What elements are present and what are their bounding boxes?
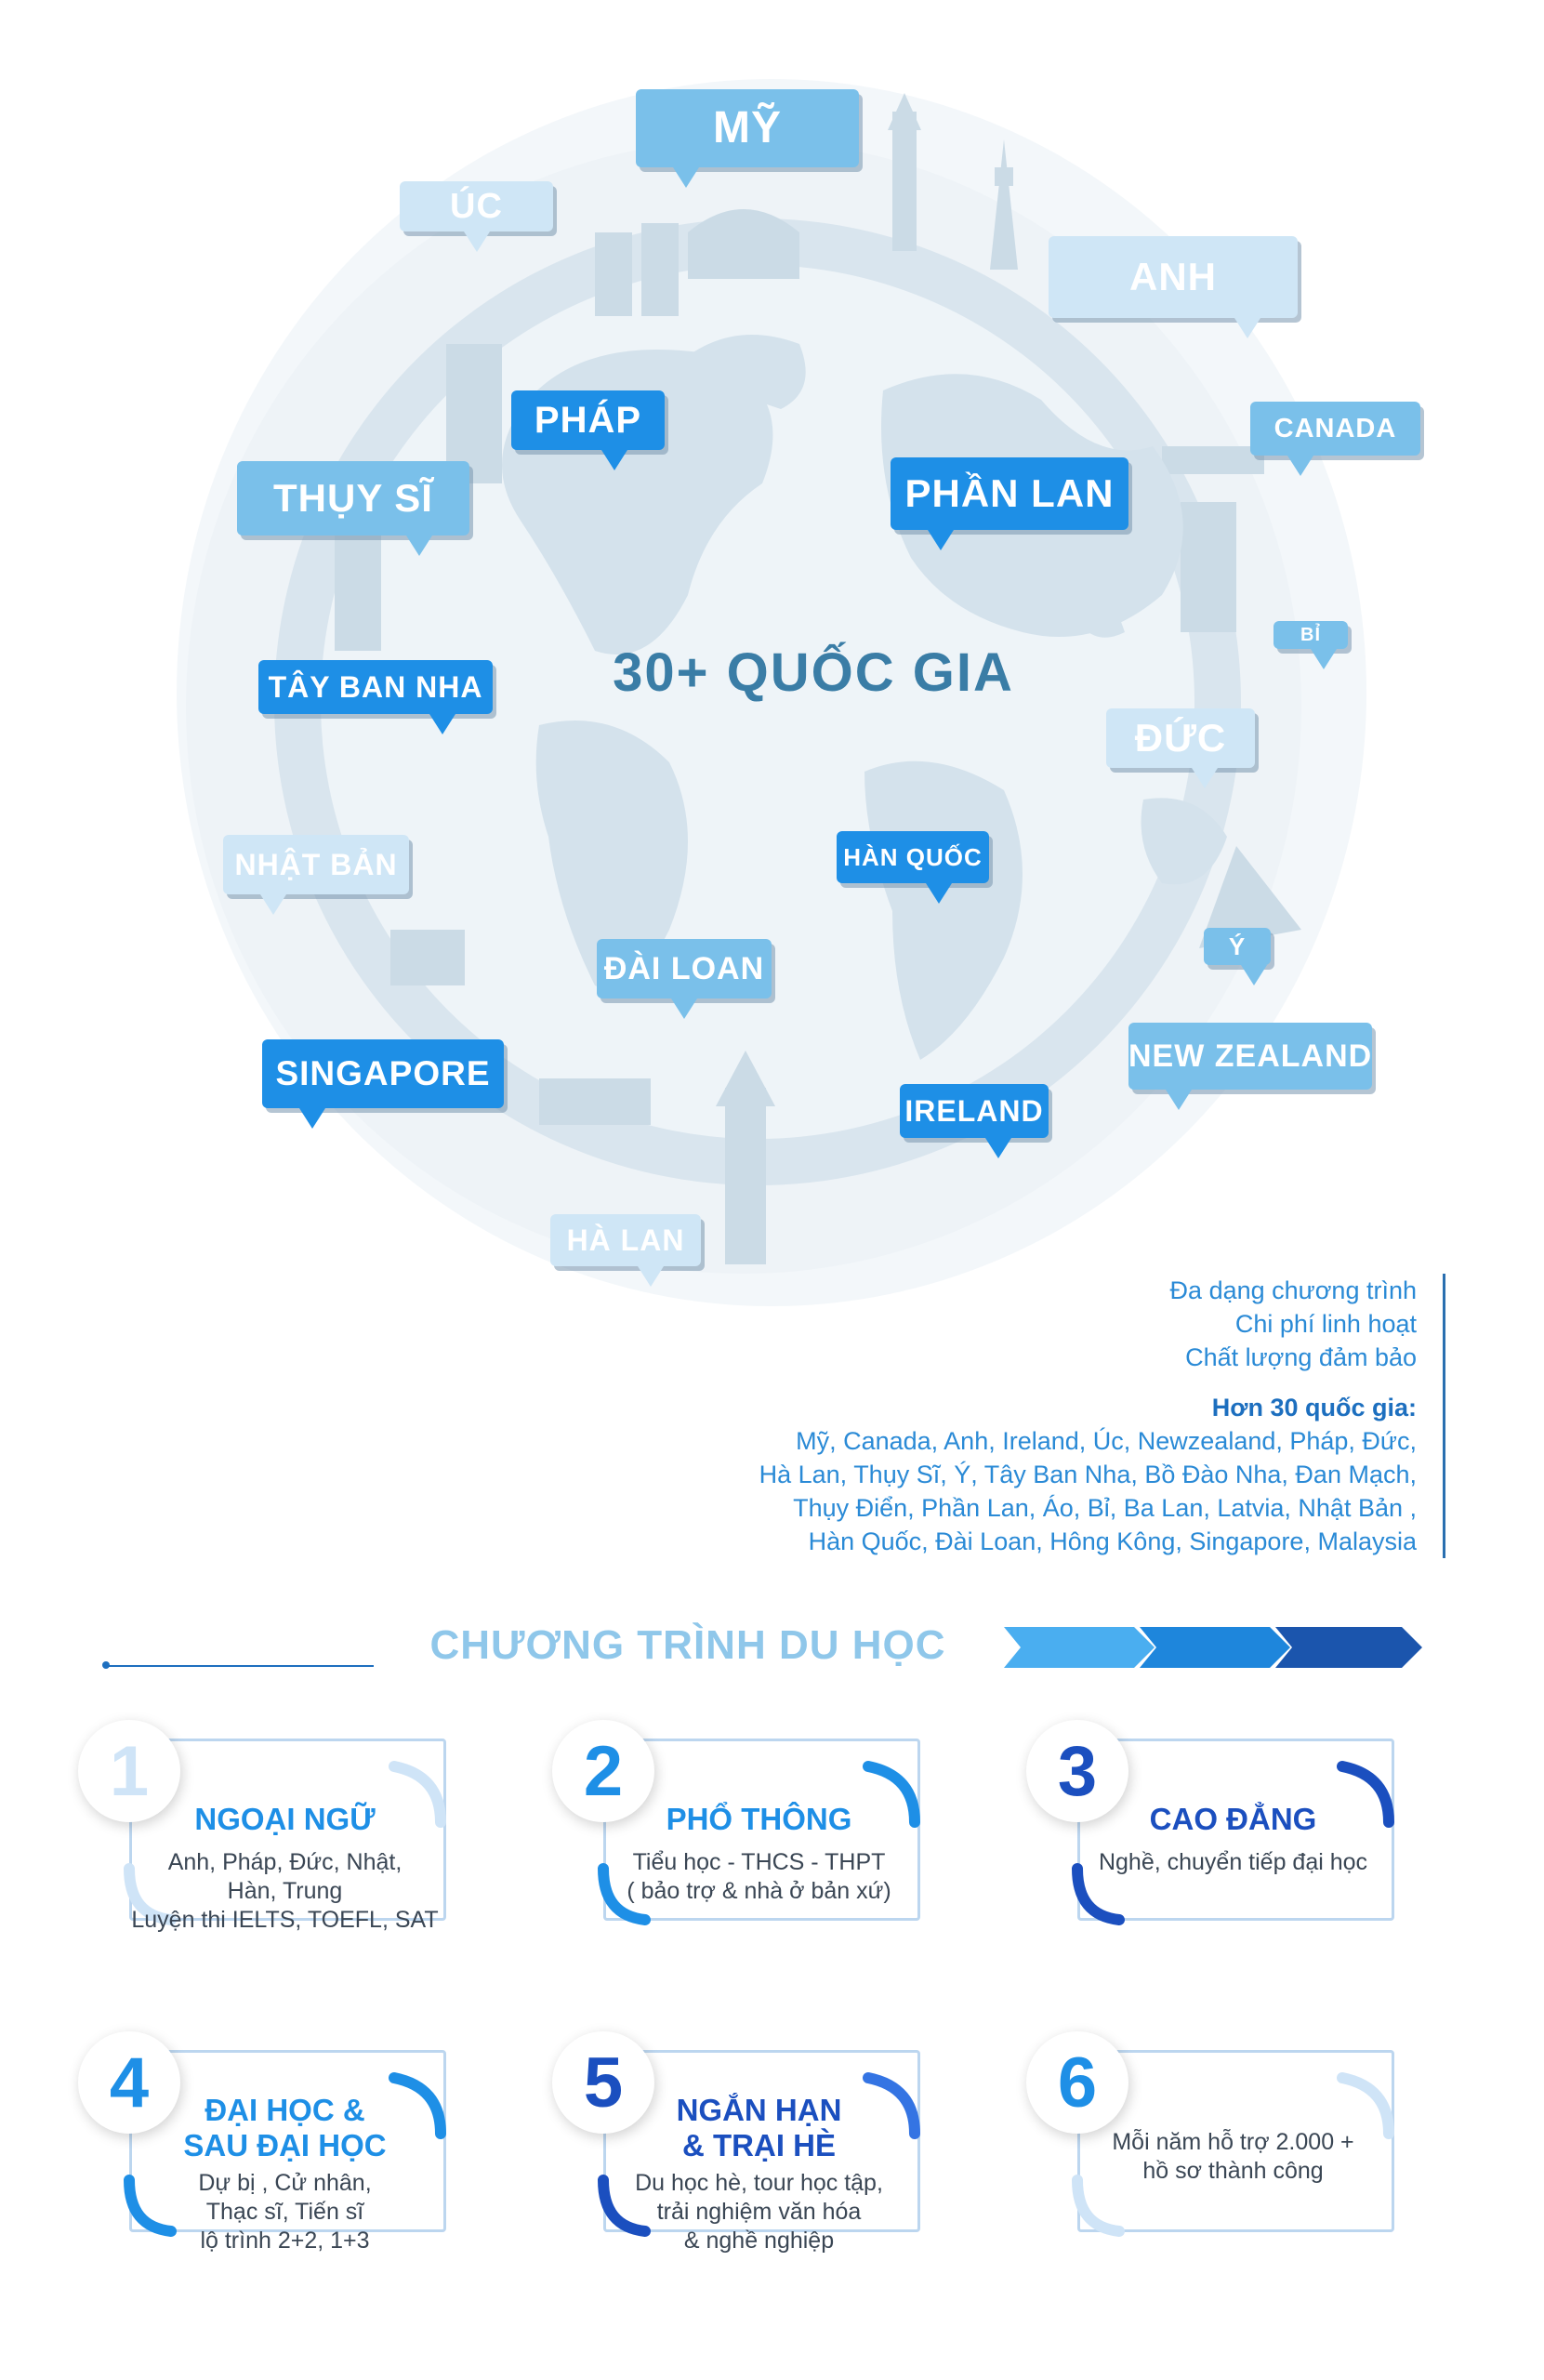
bubble-my: MỸ <box>636 89 859 167</box>
title-line <box>104 1665 374 1667</box>
card-title: CAO ĐẲNG <box>1149 1802 1317 1836</box>
card-text: Du học hè, tour học tập, trải nghiệm văn hóa & nghề nghiệp <box>635 2170 883 2254</box>
card-number: 1 <box>78 1720 180 1822</box>
card-number: 5 <box>552 2031 654 2134</box>
card-number: 2 <box>552 1720 654 1822</box>
bubble-ireland: IRELAND <box>900 1084 1049 1138</box>
bubble-canada: CANADA <box>1250 402 1420 456</box>
bubble-anh: ANH <box>1049 236 1298 318</box>
program-card-5 <box>552 2031 915 2254</box>
countries-line: Hàn Quốc, Đài Loan, Hông Kông, Singapore, Malaysia <box>808 1527 1417 1555</box>
countries-line: Mỹ, Canada, Anh, Ireland, Úc, Newzealand, Pháp, Đức, <box>796 1427 1417 1455</box>
card-number: 3 <box>1026 1720 1128 1822</box>
bubble-han-quoc: HÀN QUỐC <box>837 831 989 883</box>
highlight-line: Chi phí linh hoạt <box>1234 1310 1417 1338</box>
program-card-6 <box>1026 2031 1389 2227</box>
bubble-y: Ý <box>1204 928 1271 965</box>
card-text: Mỗi năm hỗ trợ 2.000 + hồ sơ thành công <box>1112 2129 1354 2184</box>
program-card-2 <box>552 1720 915 1915</box>
headline-countries: 30+ QUỐC GIA <box>613 642 1014 703</box>
card-title: PHỔ THÔNG <box>666 1802 852 1836</box>
bubble-phan-lan: PHẦN LAN <box>891 457 1128 530</box>
info-summary <box>692 1274 1445 1558</box>
bubble-thuy-si: THỤY SĨ <box>237 461 469 536</box>
countries-line: Thụy Điển, Phần Lan, Áo, Bỉ, Ba Lan, Latvia, Nhật Bản , <box>793 1494 1417 1522</box>
program-card-4 <box>78 2031 441 2254</box>
card-text: Tiểu học - THCS - THPT ( bảo trợ & nhà ở bản xứ) <box>627 1849 891 1904</box>
card-text: Dự bị , Cử nhân, Thạc sĩ, Tiến sĩ lộ trình 2+2, 1+3 <box>198 2170 372 2254</box>
bubble-singapore: SINGAPORE <box>262 1039 504 1108</box>
card-number: 6 <box>1026 2031 1128 2134</box>
bubble-ha-lan: HÀ LAN <box>550 1214 701 1266</box>
highlight-line: Chất lượng đảm bảo <box>1185 1343 1417 1371</box>
program-card-1 <box>78 1720 441 1933</box>
card-title: ĐẠI HỌC & SAU ĐẠI HỌC <box>183 2093 387 2162</box>
highlight-line: Đa dạng chương trình <box>1169 1276 1417 1304</box>
bubble-uc: ÚC <box>400 181 553 231</box>
card-text: Anh, Pháp, Đức, Nhật, Hàn, Trung Luyện thi IELTS, TOEFL, SAT <box>131 1849 439 1933</box>
bubble-duc: ĐỨC <box>1106 708 1255 768</box>
bubble-bi: BỈ <box>1273 621 1348 649</box>
bubble-nhat-ban: NHẬT BẢN <box>223 835 409 894</box>
countries-heading: Hơn 30 quốc gia: <box>1211 1394 1417 1421</box>
bubble-tay-ban-nha: TÂY BAN NHA <box>258 660 493 714</box>
chevron-arrows-icon <box>1004 1627 1422 1668</box>
bubble-new-zealand: NEW ZEALAND <box>1128 1023 1372 1090</box>
section-title: CHƯƠNG TRÌNH DU HỌC <box>429 1622 946 1668</box>
card-number: 4 <box>78 2031 180 2134</box>
countries-line: Hà Lan, Thụy Sĩ, Ý, Tây Ban Nha, Bồ Đào Nha, Đan Mạch, <box>759 1461 1417 1488</box>
bubble-dai-loan: ĐÀI LOAN <box>597 939 772 998</box>
card-title: NGOẠI NGỮ <box>194 1802 376 1836</box>
bubble-phap: PHÁP <box>511 390 665 450</box>
card-text: Nghề, chuyển tiếp đại học <box>1098 1849 1368 1875</box>
card-title: NGẮN HẠN & TRẠI HÈ <box>676 2093 842 2162</box>
program-card-3 <box>1026 1720 1389 1915</box>
